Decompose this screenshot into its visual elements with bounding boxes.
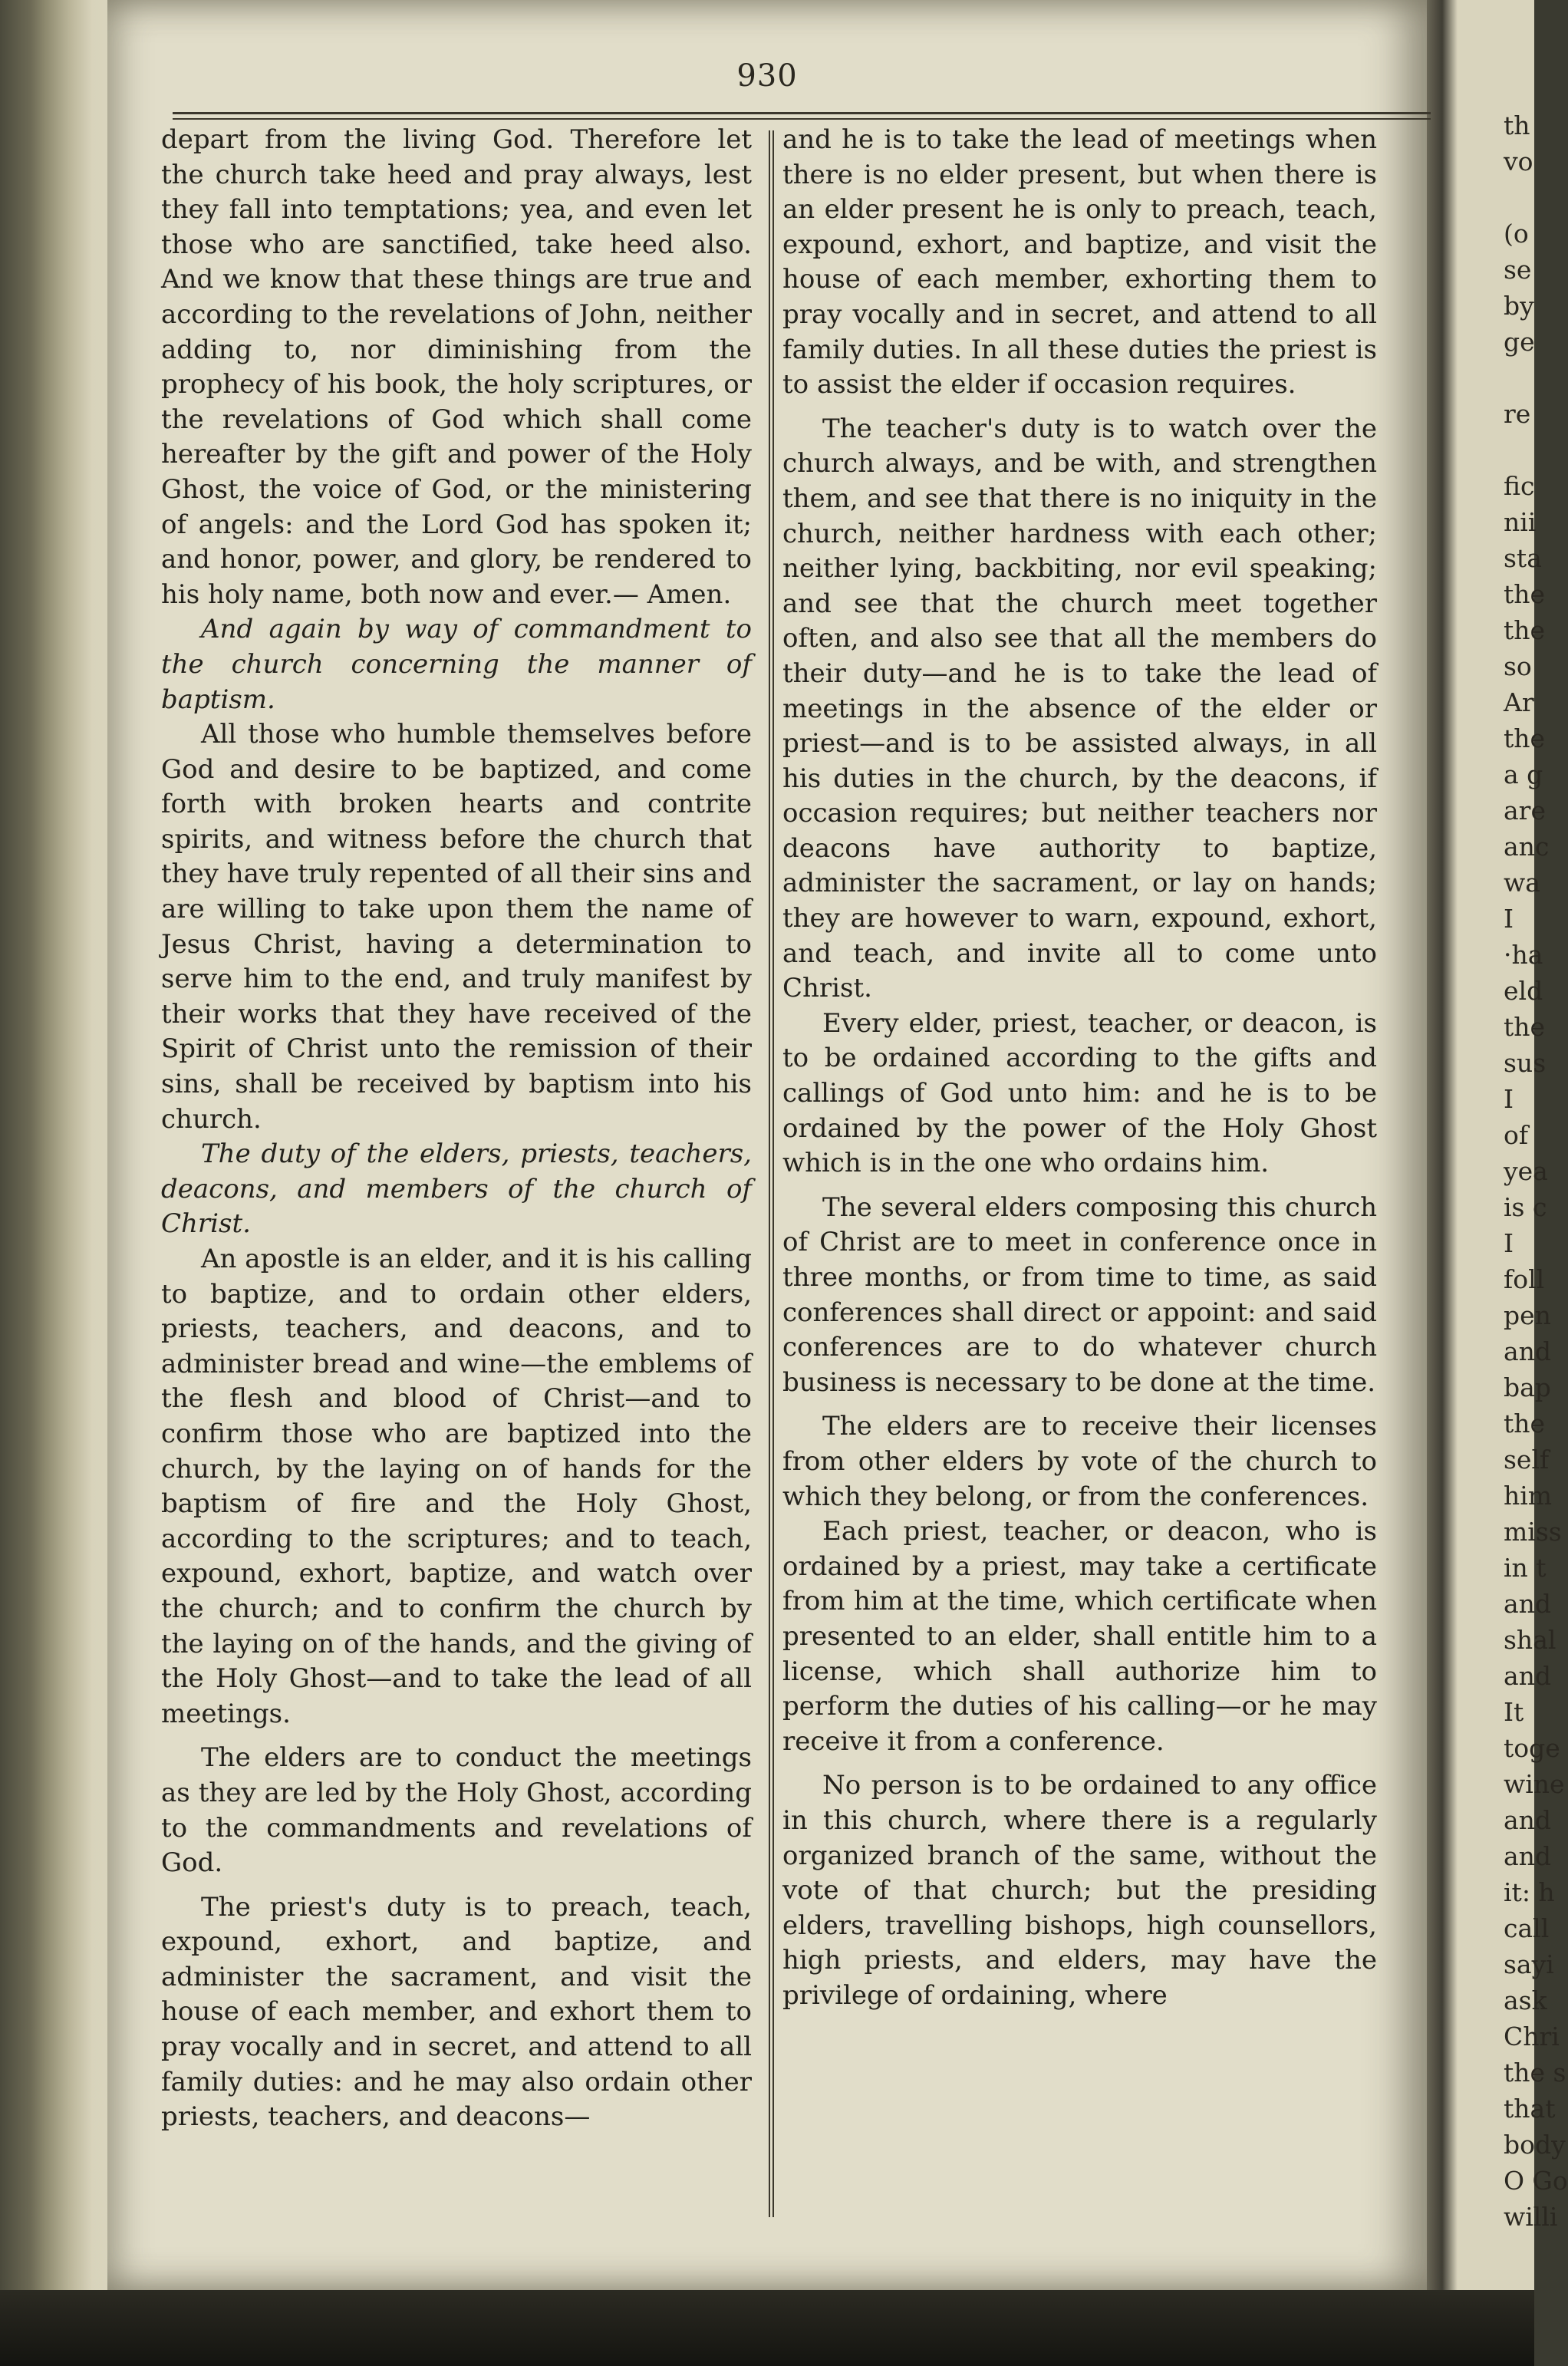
next-page-fragment: I bbox=[1504, 1228, 1514, 1258]
next-page-fragment: the s bbox=[1504, 2058, 1566, 2088]
next-page-fragment: eld bbox=[1504, 976, 1543, 1006]
next-page-fragment bbox=[1504, 360, 1534, 396]
next-page-fragment: it: h bbox=[1504, 1877, 1555, 1907]
next-page-fragment: ·ha bbox=[1504, 940, 1543, 970]
column-divider bbox=[769, 130, 774, 2217]
next-page-fragment: and bbox=[1504, 1805, 1552, 1835]
next-page-fragment: so bbox=[1504, 651, 1532, 681]
paragraph: Every elder, priest, teacher, or deacon, is to be ordained according to the gifts and callings of God unto him: and he is to be ordained by the power of the Holy Ghost which is in the one who ordains him. bbox=[782, 1007, 1377, 1179]
next-page-fragment bbox=[1504, 180, 1534, 216]
next-page-fragment: and bbox=[1504, 1661, 1552, 1691]
next-page-fragment: wa bbox=[1504, 868, 1540, 898]
next-page-fragment: Chri bbox=[1504, 2022, 1560, 2051]
next-page-fragment: fic bbox=[1504, 471, 1535, 501]
next-page-fragment: the bbox=[1504, 579, 1546, 609]
next-page-fragment: I bbox=[1504, 904, 1514, 934]
next-page-fragment: the bbox=[1504, 723, 1546, 753]
section-heading: And again by way of commandment to the church concerning the manner of baptism. bbox=[161, 614, 752, 715]
next-page-fragment: bap bbox=[1504, 1372, 1551, 1402]
next-page-fragment: body bbox=[1504, 2130, 1566, 2160]
next-page-fragment: I bbox=[1504, 1084, 1514, 1114]
next-page-fragment: th bbox=[1504, 110, 1530, 140]
next-page-fragment: re bbox=[1504, 399, 1531, 429]
next-page-fragment: nii bbox=[1504, 507, 1537, 537]
next-page-fragment bbox=[1504, 432, 1534, 468]
paragraph: No person is to be ordained to any office in this church, where there is a regularly organized branch of the same, without the vote of that church; but the presiding elders, travelling bishops, high counsellors, high priests, and elders, may have the privilege of ordaining, where bbox=[782, 1770, 1377, 2011]
next-page-fragment: It bbox=[1504, 1697, 1524, 1727]
next-page-fragment: are bbox=[1504, 796, 1546, 825]
next-page-fragment: by bbox=[1504, 291, 1534, 321]
next-page-fragment: sayi bbox=[1504, 1949, 1554, 1979]
next-page-fragment: vo bbox=[1504, 147, 1533, 176]
next-page-fragment: pen bbox=[1504, 1300, 1551, 1330]
paragraph: The elders are to conduct the meetings as they are led by the Holy Ghost, according to the commandments and revelations of God. bbox=[161, 1742, 752, 1879]
header-rule bbox=[173, 112, 1431, 114]
page-number: 930 bbox=[736, 58, 798, 94]
next-page-fragment: sta bbox=[1504, 543, 1542, 573]
right-column bbox=[782, 123, 1377, 2013]
next-page-fragment: a g bbox=[1504, 760, 1543, 789]
next-page-fragment: Ar bbox=[1504, 687, 1534, 717]
next-page-fragment: the bbox=[1504, 1409, 1546, 1438]
next-page-fragment: ge bbox=[1504, 327, 1535, 357]
next-page-fragment: (o bbox=[1504, 219, 1529, 249]
left-column bbox=[161, 123, 752, 2135]
bottom-shadow bbox=[0, 2290, 1534, 2366]
next-page-fragment: shal bbox=[1504, 1625, 1556, 1655]
next-page-fragment: foll bbox=[1504, 1264, 1545, 1294]
paragraph: The several elders composing this church of Christ are to meet in conference once in three months, or from time to time, as said conferences shall direct or appoint: and said conferences are to do whatever church business is necessary to be done at the time. bbox=[782, 1191, 1377, 1398]
paragraph: The elders are to receive their licenses from other elders by vote of the church to which they belong, or from the conferences. bbox=[782, 1411, 1377, 1512]
next-page-fragment: is c bbox=[1504, 1192, 1547, 1222]
next-page-edge bbox=[1504, 107, 1568, 2256]
next-page-fragment: willi bbox=[1504, 2202, 1558, 2232]
next-page-fragment: and bbox=[1504, 1589, 1552, 1619]
next-page-fragment: ask bbox=[1504, 1985, 1547, 2015]
next-page-fragment: and bbox=[1504, 1841, 1552, 1871]
next-page-fragment: miss bbox=[1504, 1517, 1562, 1547]
book-page bbox=[107, 0, 1427, 2290]
next-page-fragment: call bbox=[1504, 1913, 1550, 1943]
next-page-fragment: in t bbox=[1504, 1553, 1547, 1583]
next-page-fragment: wine bbox=[1504, 1769, 1565, 1799]
paragraph: The priest's duty is to preach, teach, expound, exhort, and baptize, and administer the sacrament, and visit the house of each member, and exhort them to pray vocally and in secret, and attend to all family duties: and he may also ordain other priests, teachers, and deacons— bbox=[161, 1891, 752, 2133]
next-page-fragment: se bbox=[1504, 255, 1532, 285]
paragraph: The teacher's duty is to watch over the church always, and be with, and strengthen them, and see that there is no iniquity in the church, neither hardness with each other; neither lying, backbiting, nor evil speaking; and see that the church meet together often, and also see that all the members do their duty—and he is to take the lead of meetings in the absence of the elder or priest—and is to be assisted always, in all his duties in the church, by the deacons, if occasion requires; but neither teachers nor deacons have authority to baptize, administer the sacrament, or lay on hands; they are however to warn, expound, exhort, and teach, and invite all to come unto Christ. bbox=[782, 413, 1377, 1004]
next-page-fragment: and bbox=[1504, 1336, 1552, 1366]
next-page-fragment: that bbox=[1504, 2094, 1556, 2124]
next-page-fragment: yea bbox=[1504, 1156, 1548, 1186]
next-page-fragment: the bbox=[1504, 615, 1546, 645]
next-page-fragment: the bbox=[1504, 1012, 1546, 1042]
next-page-fragment: anc bbox=[1504, 832, 1550, 862]
next-page-fragment: O Go bbox=[1504, 2166, 1568, 2196]
section-heading: The duty of the elders, priests, teachers, deacons, and members of the church of Christ. bbox=[161, 1139, 752, 1240]
next-page-fragment: sus bbox=[1504, 1048, 1547, 1078]
paragraph: Each priest, teacher, or deacon, who is ordained by a priest, may take a certificate from him at the time, which certificate when presented to an elder, shall entitle him to a license, which shall authorize him to perform the duties of his calling—or he may receive it from a conference. bbox=[782, 1516, 1377, 1757]
next-page-fragment: of bbox=[1504, 1120, 1529, 1150]
header-rule-secondary bbox=[173, 118, 1431, 120]
next-page-fragment: toge bbox=[1504, 1733, 1560, 1763]
paragraph: depart from the living God. Therefore let the church take heed and pray always, lest they fall into temptations; yea, and even let those who are sanctified, take heed also. And we know that these things are true and according to the revelations of John, neither adding to, nor diminishing from the prophecy of his book, the holy scriptures, or the revelations of God which shall come hereafter by the gift and power of the Holy Ghost, the voice of God, or the ministering of angels: and the Lord God has spoken it; and honor, power, and glory, be rendered to his holy name, both now and ever.— Amen. bbox=[161, 124, 752, 610]
paragraph: An apostle is an elder, and it is his calling to baptize, and to ordain other elders, priests, teachers, and deacons, and to administer bread and wine—the emblems of the flesh and blood of Christ—and to confirm those who are baptized into the church, by the laying on of hands for the baptism of fire and the Holy Ghost, according to the scriptures; and to teach, expound, exhort, baptize, and watch over the church; and to confirm the church by the laying on of the hands, and the giving of the Holy Ghost—and to take the lead of all meetings. bbox=[161, 1244, 752, 1729]
paragraph: and he is to take the lead of meetings when there is no elder present, but when there is an elder present he is only to preach, teach, expound, exhort, and baptize, and visit the house of each member, exhorting them to pray vocally and in secret, and attend to all family duties. In all these duties the priest is to assist the elder if occasion requires. bbox=[782, 124, 1377, 400]
paragraph: All those who humble themselves before God and desire to be baptized, and come forth with broken hearts and contrite spirits, and witness before the church that they have truly repented of all their sins and are willing to take upon them the name of Jesus Christ, having a determination to serve him to the end, and truly manifest by their works that they have received of the Spirit of Christ unto the remission of their sins, shall be received by baptism into his church. bbox=[161, 719, 752, 1135]
next-page-fragment: self bbox=[1504, 1445, 1550, 1475]
next-page-fragment: him bbox=[1504, 1481, 1553, 1511]
